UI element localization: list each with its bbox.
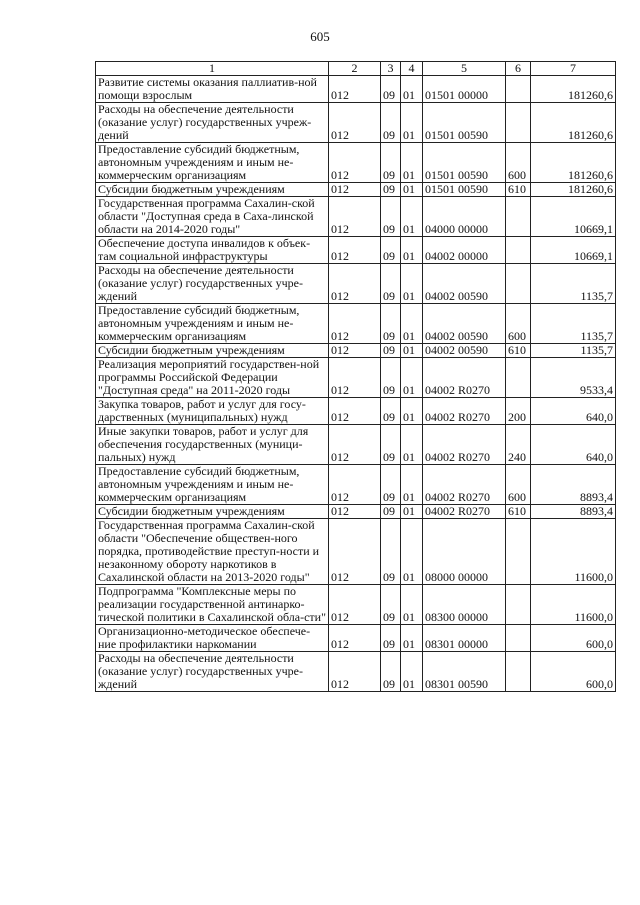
row-target-article: 04002 R0270	[423, 358, 506, 398]
row-section: 09	[381, 519, 401, 585]
row-name: Предоставление субсидий бюджетным, автономным учреждениям и иным не-коммерческим организациям	[96, 465, 329, 505]
row-amount: 181260,6	[531, 103, 616, 143]
row-expense-type	[506, 519, 531, 585]
row-expense-type: 610	[506, 183, 531, 197]
row-expense-type: 610	[506, 344, 531, 358]
row-subsection: 01	[401, 519, 423, 585]
page-number: 605	[310, 29, 330, 44]
row-amount: 600,0	[531, 625, 616, 652]
row-expense-type: 600	[506, 143, 531, 183]
row-subsection: 01	[401, 197, 423, 237]
row-kgrbs: 012	[329, 237, 381, 264]
row-target-article: 04002 00590	[423, 264, 506, 304]
row-name: Расходы на обеспечение деятельности (оказание услуг) государственных учре-ждений	[96, 652, 329, 692]
row-kgrbs: 012	[329, 425, 381, 465]
column-header: 2	[329, 62, 381, 76]
row-expense-type	[506, 103, 531, 143]
row-amount: 8893,4	[531, 465, 616, 505]
table-header-row	[96, 62, 616, 76]
row-kgrbs: 012	[329, 625, 381, 652]
row-target-article: 04002 00590	[423, 304, 506, 344]
column-header: 7	[531, 62, 616, 76]
row-expense-type: 240	[506, 425, 531, 465]
row-section: 09	[381, 652, 401, 692]
row-expense-type: 610	[506, 505, 531, 519]
row-subsection: 01	[401, 237, 423, 264]
row-kgrbs: 012	[329, 519, 381, 585]
row-subsection: 01	[401, 103, 423, 143]
row-kgrbs: 012	[329, 183, 381, 197]
row-kgrbs: 012	[329, 652, 381, 692]
row-amount: 1135,7	[531, 264, 616, 304]
table-row	[96, 505, 616, 519]
row-expense-type	[506, 625, 531, 652]
row-subsection: 01	[401, 652, 423, 692]
row-amount: 9533,4	[531, 358, 616, 398]
row-subsection: 01	[401, 76, 423, 103]
row-target-article: 08301 00000	[423, 625, 506, 652]
row-subsection: 01	[401, 465, 423, 505]
row-section: 09	[381, 505, 401, 519]
row-target-article: 01501 00590	[423, 183, 506, 197]
row-target-article: 01501 00590	[423, 103, 506, 143]
row-amount: 1135,7	[531, 344, 616, 358]
table-row	[96, 183, 616, 197]
row-kgrbs: 012	[329, 505, 381, 519]
row-target-article: 04002 00000	[423, 237, 506, 264]
row-amount: 181260,6	[531, 143, 616, 183]
row-expense-type	[506, 237, 531, 264]
row-section: 09	[381, 237, 401, 264]
row-subsection: 01	[401, 425, 423, 465]
row-amount: 1135,7	[531, 304, 616, 344]
row-subsection: 01	[401, 398, 423, 425]
row-expense-type	[506, 197, 531, 237]
row-section: 09	[381, 264, 401, 304]
row-target-article: 04002 R0270	[423, 398, 506, 425]
row-amount: 600,0	[531, 652, 616, 692]
row-target-article: 01501 00000	[423, 76, 506, 103]
table-row	[96, 519, 616, 585]
row-target-article: 04002 R0270	[423, 465, 506, 505]
row-section: 09	[381, 103, 401, 143]
table-row	[96, 264, 616, 304]
row-section: 09	[381, 344, 401, 358]
row-subsection: 01	[401, 344, 423, 358]
table-row	[96, 465, 616, 505]
table-row	[96, 103, 616, 143]
row-expense-type: 200	[506, 398, 531, 425]
row-name: Подпрограмма "Комплексные меры по реализации государственной антинарко-тической политики в Сахалинской обла-сти"	[96, 585, 329, 625]
row-section: 09	[381, 465, 401, 505]
table-row	[96, 425, 616, 465]
row-kgrbs: 012	[329, 76, 381, 103]
row-amount: 10669,1	[531, 197, 616, 237]
row-kgrbs: 012	[329, 304, 381, 344]
row-target-article: 08301 00590	[423, 652, 506, 692]
table-body	[96, 62, 616, 692]
row-section: 09	[381, 143, 401, 183]
row-amount: 181260,6	[531, 183, 616, 197]
row-section: 09	[381, 304, 401, 344]
row-amount: 640,0	[531, 425, 616, 465]
row-kgrbs: 012	[329, 465, 381, 505]
table-row	[96, 344, 616, 358]
row-name: Расходы на обеспечение деятельности (оказание услуг) государственных учре-ждений	[96, 264, 329, 304]
row-section: 09	[381, 425, 401, 465]
row-name: Субсидии бюджетным учреждениям	[96, 183, 329, 197]
row-subsection: 01	[401, 183, 423, 197]
row-amount: 181260,6	[531, 76, 616, 103]
row-section: 09	[381, 358, 401, 398]
row-subsection: 01	[401, 264, 423, 304]
row-name: Предоставление субсидий бюджетным, автономным учреждениям и иным не-коммерческим организациям	[96, 143, 329, 183]
row-amount: 11600,0	[531, 585, 616, 625]
row-kgrbs: 012	[329, 103, 381, 143]
row-target-article: 04002 00590	[423, 344, 506, 358]
column-header: 5	[423, 62, 506, 76]
row-subsection: 01	[401, 358, 423, 398]
row-name: Государственная программа Сахалин-ской области "Обеспечение обществен-ного порядка, противодействие преступ-ности и незаконному обороту наркотиков в Сахалинской области на 2013-2020 годы"	[96, 519, 329, 585]
row-target-article: 04000 00000	[423, 197, 506, 237]
row-name: Субсидии бюджетным учреждениям	[96, 344, 329, 358]
row-target-article: 08300 00000	[423, 585, 506, 625]
table-row	[96, 237, 616, 264]
row-name: Предоставление субсидий бюджетным, автономным учреждениям и иным не-коммерческим организациям	[96, 304, 329, 344]
row-kgrbs: 012	[329, 585, 381, 625]
table-row	[96, 585, 616, 625]
table-row	[96, 652, 616, 692]
row-section: 09	[381, 398, 401, 425]
row-amount: 640,0	[531, 398, 616, 425]
row-name: Развитие системы оказания паллиатив-ной помощи взрослым	[96, 76, 329, 103]
row-section: 09	[381, 625, 401, 652]
row-subsection: 01	[401, 505, 423, 519]
row-name: Расходы на обеспечение деятельности (оказание услуг) государственных учреж-дений	[96, 103, 329, 143]
row-kgrbs: 012	[329, 358, 381, 398]
row-target-article: 04002 R0270	[423, 505, 506, 519]
row-target-article: 01501 00590	[423, 143, 506, 183]
row-expense-type	[506, 358, 531, 398]
row-kgrbs: 012	[329, 344, 381, 358]
row-kgrbs: 012	[329, 143, 381, 183]
table-row	[96, 398, 616, 425]
row-expense-type	[506, 264, 531, 304]
row-expense-type: 600	[506, 465, 531, 505]
column-header: 3	[381, 62, 401, 76]
row-expense-type: 600	[506, 304, 531, 344]
column-header: 1	[96, 62, 329, 76]
row-expense-type	[506, 76, 531, 103]
budget-table	[95, 61, 616, 692]
row-section: 09	[381, 197, 401, 237]
row-amount: 11600,0	[531, 519, 616, 585]
column-header: 6	[506, 62, 531, 76]
row-section: 09	[381, 76, 401, 103]
row-subsection: 01	[401, 143, 423, 183]
row-expense-type	[506, 652, 531, 692]
table-row	[96, 76, 616, 103]
row-section: 09	[381, 183, 401, 197]
row-name: Обеспечение доступа инвалидов к объек-там социальной инфраструктуры	[96, 237, 329, 264]
table-row	[96, 358, 616, 398]
table-row	[96, 625, 616, 652]
column-header: 4	[401, 62, 423, 76]
row-name: Закупка товаров, работ и услуг для госу-дарственных (муниципальных) нужд	[96, 398, 329, 425]
row-amount: 10669,1	[531, 237, 616, 264]
row-name: Иные закупки товаров, работ и услуг для обеспечения государственных (муници-пальных) нужд	[96, 425, 329, 465]
table-row	[96, 304, 616, 344]
row-kgrbs: 012	[329, 398, 381, 425]
row-name: Субсидии бюджетным учреждениям	[96, 505, 329, 519]
row-amount: 8893,4	[531, 505, 616, 519]
row-name: Организационно-методическое обеспече-ние профилактики наркомании	[96, 625, 329, 652]
row-name: Государственная программа Сахалин-ской области "Доступная среда в Саха-линской области на 2014-2020 годы"	[96, 197, 329, 237]
row-subsection: 01	[401, 585, 423, 625]
row-target-article: 08000 00000	[423, 519, 506, 585]
row-section: 09	[381, 585, 401, 625]
row-target-article: 04002 R0270	[423, 425, 506, 465]
row-subsection: 01	[401, 625, 423, 652]
row-kgrbs: 012	[329, 197, 381, 237]
row-subsection: 01	[401, 304, 423, 344]
table-row	[96, 143, 616, 183]
row-expense-type	[506, 585, 531, 625]
row-kgrbs: 012	[329, 264, 381, 304]
table-row	[96, 197, 616, 237]
row-name: Реализация мероприятий государствен-ной программы Российской Федерации "Доступная среда" на 2011-2020 годы	[96, 358, 329, 398]
